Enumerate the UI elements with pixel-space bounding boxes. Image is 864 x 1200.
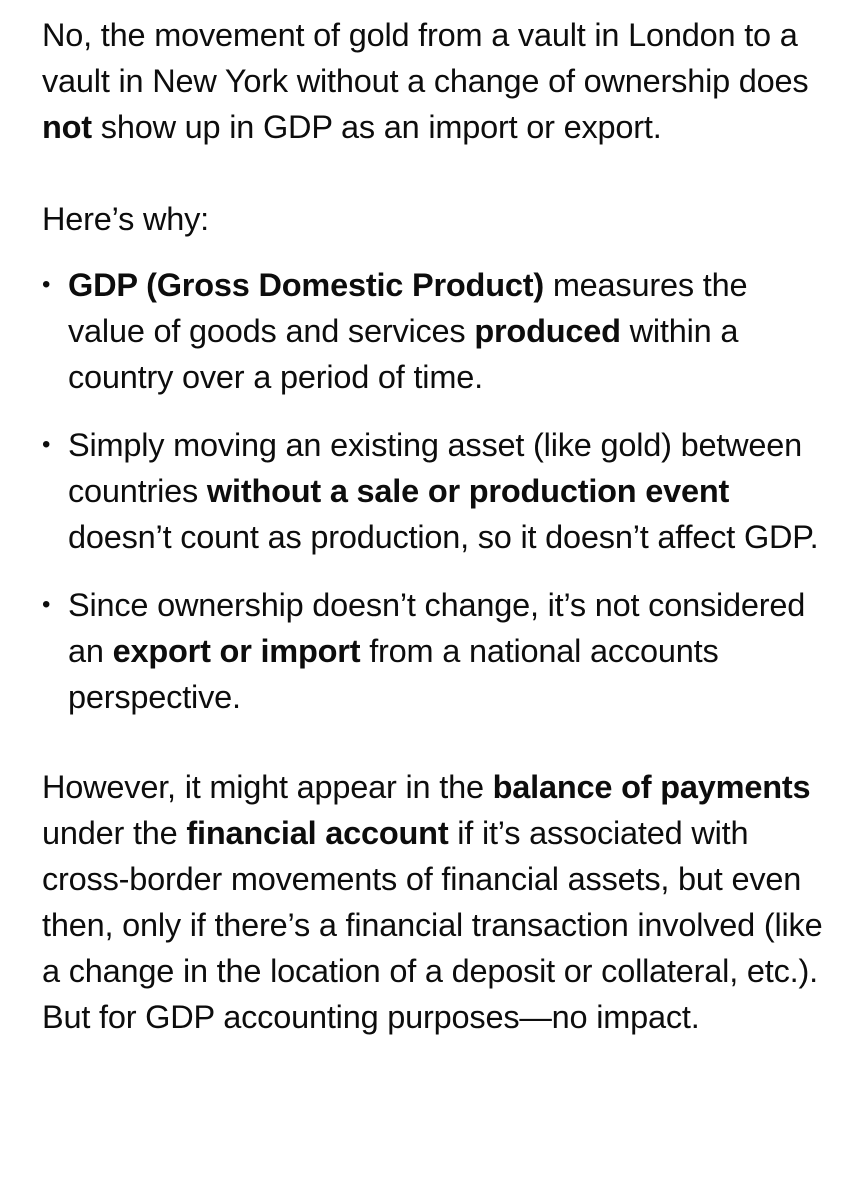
intro-bold-not: not xyxy=(42,109,92,145)
conclusion-bold-financial-account: financial account xyxy=(186,815,449,851)
bullet-1-text-2: within a country over a period of time. xyxy=(68,313,739,395)
bullet-3-text-2: from a national accounts perspective. xyxy=(68,633,719,715)
list-item-gdp-definition xyxy=(42,262,824,400)
conclusion-paragraph xyxy=(42,764,824,1040)
intro-text-2: show up in GDP as an import or export. xyxy=(91,109,662,145)
bullet-1-text-1: measures the value of goods and services xyxy=(68,267,748,349)
conclusion-text-1: However, it might appear in the xyxy=(42,769,493,805)
bullet-1-bold-2: produced xyxy=(474,313,621,349)
bullet-3-bold-1: export or import xyxy=(112,633,361,669)
intro-text-1: No, the movement of gold from a vault in London to a vault in New York without a change of ownership does xyxy=(42,17,809,99)
heres-why-heading: Here’s why: xyxy=(42,201,209,237)
bullet-2-bold-1: without a sale or production event xyxy=(206,473,730,509)
explanation-list xyxy=(42,262,824,720)
conclusion-text-3: if it’s associated with cross-border movements of financial assets, but even then, only if there’s a financial transaction involved (like a change in the location of a deposit or collateral, etc.). But for GDP accounting purposes—no impact. xyxy=(42,815,823,1035)
intro-paragraph xyxy=(42,12,824,150)
conclusion-bold-balance-of-payments: balance of payments xyxy=(492,769,811,805)
conclusion-text-2: under the xyxy=(42,815,187,851)
bullet-1-bold-1: GDP (Gross Domestic Product) xyxy=(68,267,544,303)
bullet-3-text-1: Since ownership doesn’t change, it’s not considered an xyxy=(68,587,806,669)
bullet-2-text-2: doesn’t count as production, so it doesn’t affect GDP. xyxy=(68,519,819,555)
bullet-2-text-1: Simply moving an existing asset (like gold) between countries xyxy=(68,427,803,509)
bullet-icon: • xyxy=(42,431,51,458)
list-item-ownership xyxy=(42,582,824,720)
list-item-moving-assets xyxy=(42,422,824,560)
bullet-icon: • xyxy=(42,271,51,298)
bullet-icon: • xyxy=(42,591,51,618)
